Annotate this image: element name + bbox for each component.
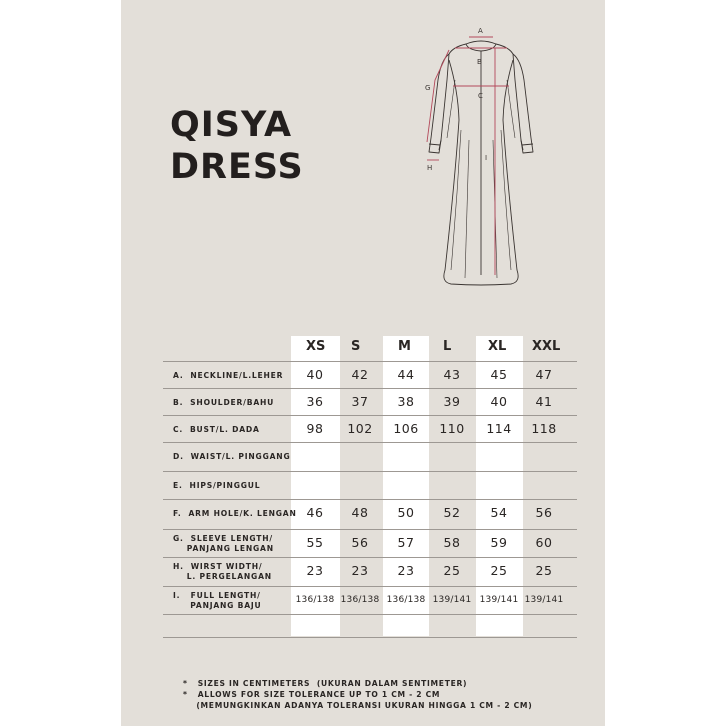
table-cell: 50 bbox=[397, 505, 415, 520]
row-label: B. SHOULDER/BAHU bbox=[173, 398, 275, 407]
table-cell: 139/141 bbox=[479, 595, 519, 605]
row-label: H. WIRST WIDTH/ L. PERGELANGAN bbox=[173, 562, 272, 581]
row-divider bbox=[163, 557, 577, 558]
size-header-xl: XL bbox=[488, 339, 507, 354]
table-cell: 40 bbox=[490, 394, 508, 409]
table-cell: 102 bbox=[347, 421, 373, 436]
table-cell: 23 bbox=[397, 563, 415, 578]
note-1: * SIZES IN CENTIMETERS (UKURAN DALAM SENTIMETER) bbox=[183, 679, 468, 688]
size-header-m: M bbox=[398, 339, 411, 354]
label-a: A bbox=[478, 27, 483, 35]
row-divider bbox=[163, 388, 577, 389]
table-cell: 36 bbox=[306, 394, 324, 409]
table-cell: 55 bbox=[306, 535, 324, 550]
table-cell: 46 bbox=[306, 505, 324, 520]
table-cell: 23 bbox=[351, 563, 369, 578]
label-g: G bbox=[425, 84, 431, 92]
size-header-s: S bbox=[351, 339, 361, 354]
row-label: G. SLEEVE LENGTH/ PANJANG LENGAN bbox=[173, 534, 274, 553]
table-cell: 139/141 bbox=[432, 595, 472, 605]
row-label: I. FULL LENGTH/ PANJANG BAJU bbox=[173, 591, 262, 610]
row-divider bbox=[163, 415, 577, 416]
table-cell: 54 bbox=[490, 505, 508, 520]
label-c: C bbox=[478, 92, 483, 100]
row-divider bbox=[163, 614, 577, 615]
row-divider bbox=[163, 471, 577, 472]
table-cell: 98 bbox=[306, 421, 324, 436]
title-line-1: QISYA bbox=[170, 105, 293, 145]
row-label: E. HIPS/PINGGUL bbox=[173, 481, 261, 490]
product-title bbox=[170, 104, 304, 188]
table-cell: 57 bbox=[397, 535, 415, 550]
row-divider bbox=[163, 637, 577, 638]
table-cell: 48 bbox=[351, 505, 369, 520]
table-cell: 42 bbox=[351, 367, 369, 382]
table-cell: 47 bbox=[535, 367, 553, 382]
size-header-l: L bbox=[443, 339, 452, 354]
row-label: A. NECKLINE/L.LEHER bbox=[173, 371, 284, 380]
size-header-xs: XS bbox=[306, 339, 326, 354]
table-cell: 60 bbox=[535, 535, 553, 550]
row-divider bbox=[163, 499, 577, 500]
dress-diagram bbox=[411, 20, 551, 290]
note-3: (MEMUNGKINKAN ADANYA TOLERANSI UKURAN HINGGA 1 CM - 2 CM) bbox=[183, 701, 533, 710]
row-divider bbox=[163, 442, 577, 443]
row-label: F. ARM HOLE/K. LENGAN bbox=[173, 509, 297, 518]
table-cell: 38 bbox=[397, 394, 415, 409]
row-divider bbox=[163, 586, 577, 587]
size-chart-card bbox=[121, 0, 605, 726]
table-cell: 39 bbox=[443, 394, 461, 409]
table-cell: 136/138 bbox=[386, 595, 426, 605]
table-cell: 118 bbox=[531, 421, 557, 436]
row-divider bbox=[163, 529, 577, 530]
table-cell: 136/138 bbox=[295, 595, 335, 605]
table-cell: 52 bbox=[443, 505, 461, 520]
row-divider bbox=[163, 361, 577, 362]
table-cell: 40 bbox=[306, 367, 324, 382]
table-cell: 59 bbox=[490, 535, 508, 550]
table-cell: 45 bbox=[490, 367, 508, 382]
row-label: C. BUST/L. DADA bbox=[173, 425, 260, 434]
table-cell: 56 bbox=[351, 535, 369, 550]
table-cell: 23 bbox=[306, 563, 324, 578]
table-cell: 110 bbox=[439, 421, 465, 436]
table-cell: 25 bbox=[490, 563, 508, 578]
table-cell: 41 bbox=[535, 394, 553, 409]
table-cell: 37 bbox=[351, 394, 369, 409]
row-label: D. WAIST/L. PINGGANG bbox=[173, 452, 291, 461]
table-cell: 58 bbox=[443, 535, 461, 550]
table-cell: 136/138 bbox=[340, 595, 380, 605]
size-header-xxl: XXL bbox=[532, 339, 561, 354]
table-cell: 25 bbox=[443, 563, 461, 578]
label-i: I bbox=[485, 154, 488, 162]
notes bbox=[183, 678, 532, 711]
table-cell: 114 bbox=[486, 421, 512, 436]
note-2: * ALLOWS FOR SIZE TOLERANCE UP TO 1 CM - 2 CM bbox=[183, 690, 441, 699]
table-cell: 106 bbox=[393, 421, 419, 436]
table-cell: 43 bbox=[443, 367, 461, 382]
table-cell: 56 bbox=[535, 505, 553, 520]
label-b: B bbox=[477, 58, 482, 66]
table-cell: 25 bbox=[535, 563, 553, 578]
table-cell: 44 bbox=[397, 367, 415, 382]
table-cell: 139/141 bbox=[524, 595, 564, 605]
title-line-2: DRESS bbox=[170, 147, 304, 187]
label-h: H bbox=[427, 164, 433, 172]
